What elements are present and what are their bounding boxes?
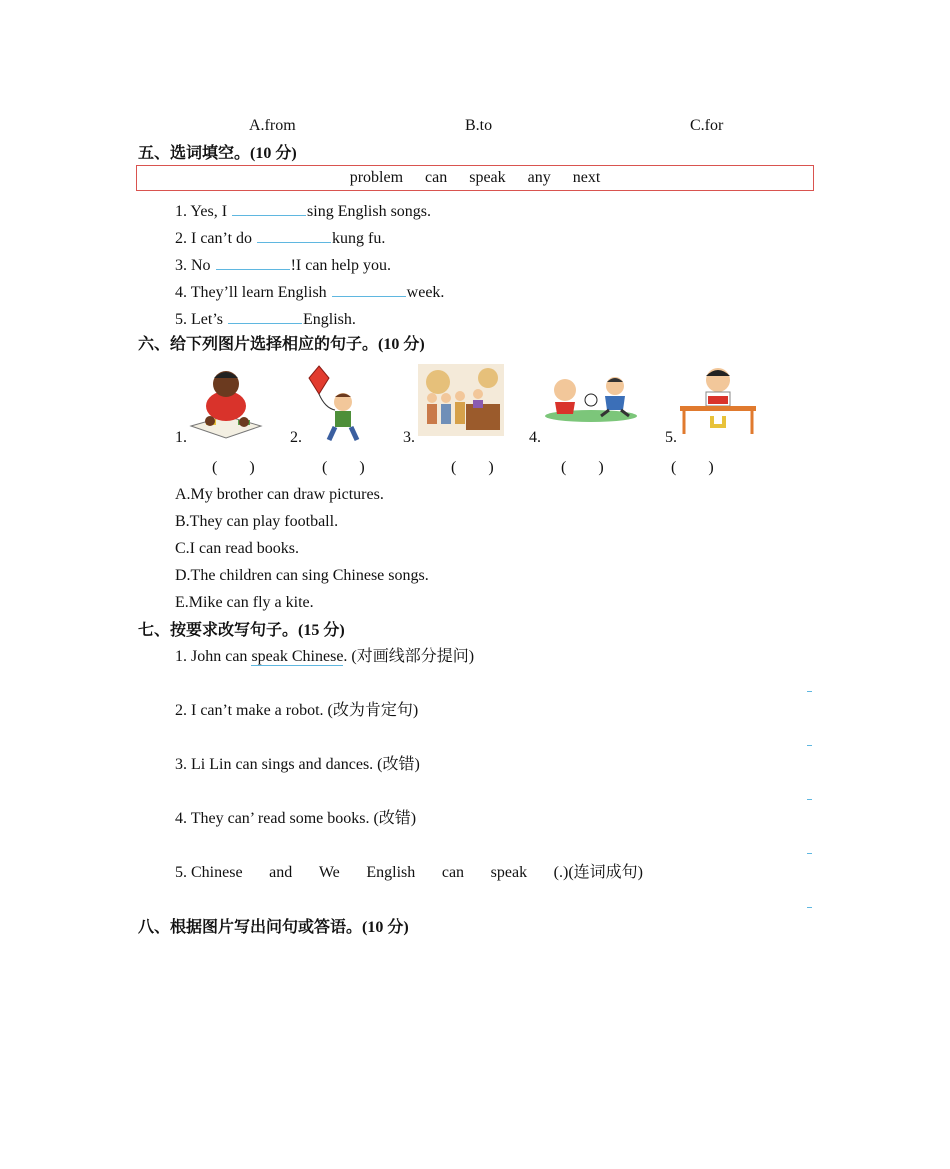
item-text: sing English songs.: [307, 203, 432, 220]
section8-heading: [138, 917, 409, 938]
answer-line-mark: [807, 691, 812, 692]
pic-number-5: 5.: [665, 429, 677, 446]
fill-item-3: [175, 253, 391, 276]
answer-paren-2[interactable]: ( ): [322, 459, 365, 476]
answer-paren-3[interactable]: ( ): [451, 459, 494, 476]
fill-item-5: [175, 307, 356, 330]
children-singing-picture: [418, 364, 504, 436]
answer-line-mark: [807, 907, 812, 908]
section7-title: 七、按要求改写句子。: [138, 620, 299, 639]
section5-heading: [138, 143, 297, 164]
section8-title: 八、根据图片写出问句或答语。: [138, 917, 363, 936]
sentence-option-d: D.The children can sing Chinese songs.: [175, 567, 429, 584]
word-bank-item: any: [527, 169, 551, 186]
answer-blank[interactable]: [232, 199, 306, 216]
section6-heading: [138, 334, 425, 355]
section5-points: (10 分): [250, 145, 297, 162]
word-bank: [136, 165, 814, 191]
boy-reading-picture: [678, 364, 758, 436]
option-c: C.for: [690, 117, 724, 134]
section6-title: 六、给下列图片选择相应的句子。: [138, 334, 379, 353]
word-bank-item: next: [572, 169, 601, 186]
scrambled-word: (.)(连词成句): [553, 864, 643, 881]
answer-blank[interactable]: [228, 307, 302, 324]
scrambled-word: speak: [490, 864, 528, 881]
option-b: B.to: [465, 117, 493, 134]
underlined-phrase: speak Chinese: [251, 648, 344, 665]
scrambled-word: We: [318, 864, 340, 881]
sentence-option-e: E.Mike can fly a kite.: [175, 594, 314, 611]
scrambled-word: can: [441, 864, 465, 881]
pic-number-2: 2.: [290, 429, 302, 446]
answer-line-mark: [807, 799, 812, 800]
word-bank-item: problem: [349, 169, 404, 186]
rewrite-question-1: [175, 647, 474, 667]
section7-points: (15 分): [298, 622, 345, 639]
rewrite-question-2: 2. I can’t make a robot. (改为肯定句): [175, 702, 419, 719]
word-bank-item: speak: [469, 169, 506, 186]
fill-item-4: [175, 280, 444, 303]
option-a: A.from: [249, 117, 296, 134]
section6-points: (10 分): [378, 336, 425, 353]
item-text: week.: [406, 284, 445, 301]
pic-number-3: 3.: [403, 429, 415, 446]
rewrite-question-4: 4. They can’ read some books. (改错): [175, 810, 417, 827]
answer-blank[interactable]: [216, 253, 290, 270]
sentence-option-c: C.I can read books.: [175, 540, 299, 557]
scrambled-word: and: [269, 864, 293, 881]
fill-item-2: [175, 226, 385, 249]
rewrite-question-3: 3. Li Lin can sings and dances. (改错): [175, 756, 420, 773]
sentence-option-a: A.My brother can draw pictures.: [175, 486, 384, 503]
answer-paren-1[interactable]: ( ): [212, 459, 255, 476]
item-text: 5. Let’s: [175, 311, 227, 328]
boy-kite-picture: [305, 364, 371, 444]
section5-title: 五、选词填空。: [138, 143, 251, 162]
section7-heading: [138, 620, 345, 641]
item-text: English.: [303, 311, 356, 328]
boy-drawing-picture: [186, 364, 266, 444]
item-text: 4. They’ll learn English: [175, 284, 331, 301]
answer-blank[interactable]: [257, 226, 331, 243]
answer-blank[interactable]: [332, 280, 406, 297]
item-text: 1. Yes, I: [175, 203, 232, 220]
scrambled-word: English: [366, 864, 416, 881]
question-text: 1. John can: [175, 648, 252, 665]
answer-line-mark: [807, 853, 812, 854]
answer-line-mark: [807, 745, 812, 746]
word-bank-item: can: [425, 169, 448, 186]
pic-number-4: 4.: [529, 429, 541, 446]
answer-paren-5[interactable]: ( ): [671, 459, 714, 476]
question-text: . (对画线部分提问): [343, 648, 475, 665]
scrambled-word: 5. Chinese: [175, 864, 243, 881]
answer-paren-4[interactable]: ( ): [561, 459, 604, 476]
fill-item-1: [175, 199, 431, 222]
item-text: 3. No: [175, 257, 215, 274]
pic-number-1: 1.: [175, 429, 187, 446]
boys-football-picture: [543, 372, 639, 424]
item-text: !I can help you.: [290, 257, 391, 274]
item-text: kung fu.: [332, 230, 386, 247]
item-text: 2. I can’t do: [175, 230, 257, 247]
section8-points: (10 分): [362, 919, 409, 936]
rewrite-question-5: [175, 863, 643, 883]
sentence-option-b: B.They can play football.: [175, 513, 339, 530]
